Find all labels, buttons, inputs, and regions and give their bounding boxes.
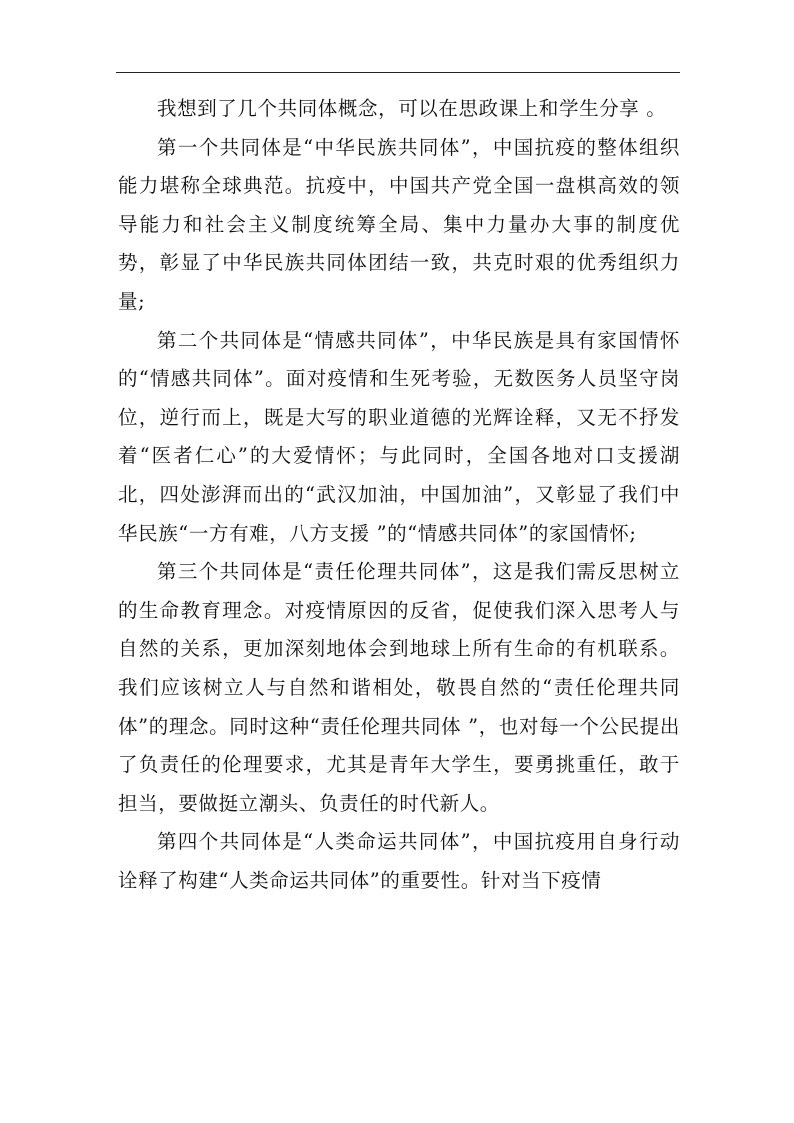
paragraph-second-community: 第二个共同体是“情感共同体”，中华民族是具有家国情怀的“情感共同体”。面对疫情和生死考验，无数医务人员坚守岗位，逆行而上，既是大写的职业道德的光辉诠释，又无不抒发着“医者仁心”的大爱情怀；与此同时，全国各地对口支援湖北，四处澎湃而出的“武汉加油，中国加油”，又彰显了我们中华民族“一方有难，八方支援 ”的“情感共同体”的家国情怀; bbox=[118, 328, 680, 545]
document-body bbox=[118, 90, 680, 900]
header-rule bbox=[116, 72, 680, 73]
paragraph-third-community: 第三个共同体是“责任伦理共同体”，这是我们需反思树立的生命教育理念。对疫情原因的反省，促使我们深入思考人与自然的关系，更加深刻地体会到地球上所有生命的有机联系。我们应该树立人与自然和谐相处，敬畏自然的“责任伦理共同体”的理念。同时这种“责任伦理共同体 ”，也对每一个公民提出了负责任的伦理要求，尤其是青年大学生，要勇挑重任，敢于担当，要做挺立潮头、负责任的时代新人。 bbox=[118, 560, 680, 815]
paragraph-first-community: 第一个共同体是“中华民族共同体”，中国抗疫的整体组织能力堪称全球典范。抗疫中，中国共产党全国一盘棋高效的领导能力和社会主义制度统筹全局、集中力量办大事的制度优势，彰显了中华民族共同体团结一致，共克时艰的优秀组织力量; bbox=[118, 135, 680, 313]
paragraph-fourth-community: 第四个共同体是“人类命运共同体”，中国抗疫用自身行动诠释了构建“人类命运共同体”的重要性。针对当下疫情 bbox=[118, 830, 680, 892]
paragraph-intro: 我想到了几个共同体概念，可以在思政课上和学生分享 。 bbox=[157, 97, 667, 120]
